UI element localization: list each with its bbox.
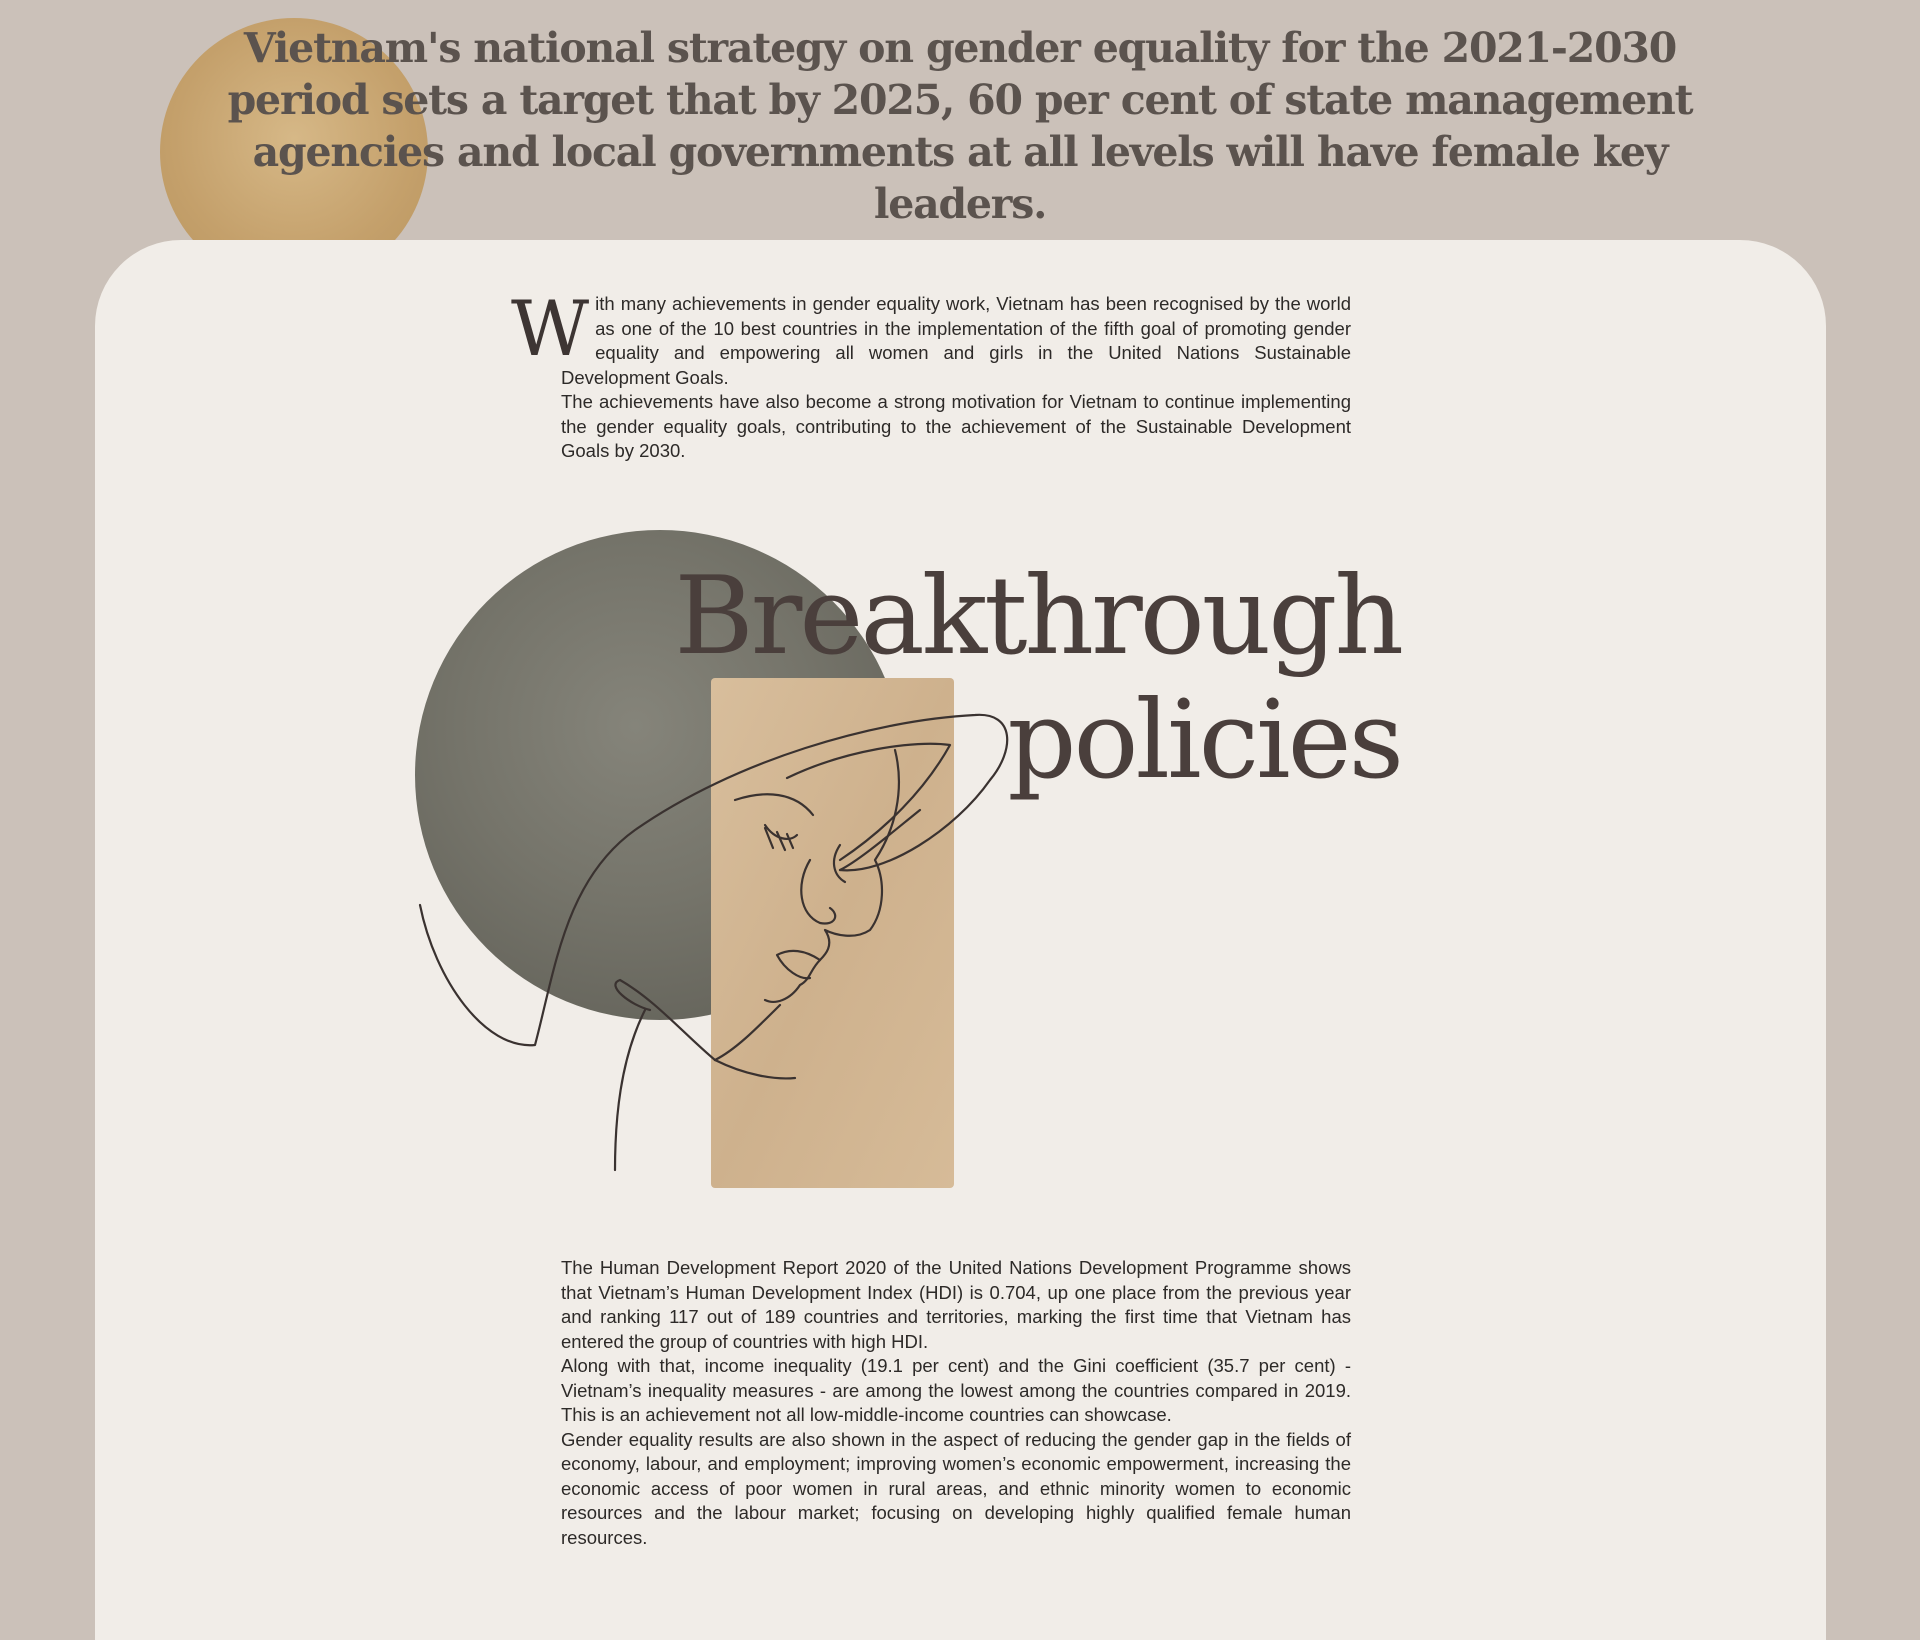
body-paragraph-2: Along with that, income inequality (19.1 per cent) and the Gini coefficient (35.7 per cent) - Vietnam’s inequality measures - are among the lowest among the countries compared in 2019. This is an achievement not all low-middle-income countries can showcase. [561,1355,1351,1425]
title-line-2: policies [1007,678,1401,803]
body-paragraph-1: The Human Development Report 2020 of the United Nations Development Programme shows that Vietnam’s Human Development Index (HDI) is 0.704, up one place from the previous year and ranking 117 out of 189 countries and territories, marking the first time that Vietnam has entered the group of countries with high HDI. [561,1257,1351,1352]
intro-text [511,284,1351,464]
body-text [561,1256,1351,1550]
headline-line-3: agencies and local governments at all levels will have female key leaders. [252,128,1668,228]
intro-paragraph-1: ith many achievements in gender equality work, Vietnam has been recognised by the world as one of the 10 best countries in the implementation of the fifth goal of promoting gender equality and empowering all women and girls in the United Nations Sustainable Development Goals. [561,293,1351,388]
section-title [674,555,1401,803]
intro-paragraph-2: The achievements have also become a strong motivation for Vietnam to continue implementing the gender equality goals, contributing to the achievement of the Sustainable Development Goals by 2030. [561,391,1351,461]
headline-line-2: period sets a target that by 2025, 60 per cent of state management [227,76,1693,124]
headline [180,22,1740,230]
drop-cap: W [511,284,590,373]
headline-line-1: Vietnam's national strategy on gender equality for the 2021-2030 [243,24,1677,72]
title-line-1: Breakthrough [674,554,1401,679]
body-paragraph-3: Gender equality results are also shown in the aspect of reducing the gender gap in the fields of economy, labour, and employment; improving women’s economic empowerment, increasing the economic access of poor women in rural areas, and ethnic minority women to economic resources and the labour market; focusing on developing highly qualified female human resources. [561,1428,1351,1548]
